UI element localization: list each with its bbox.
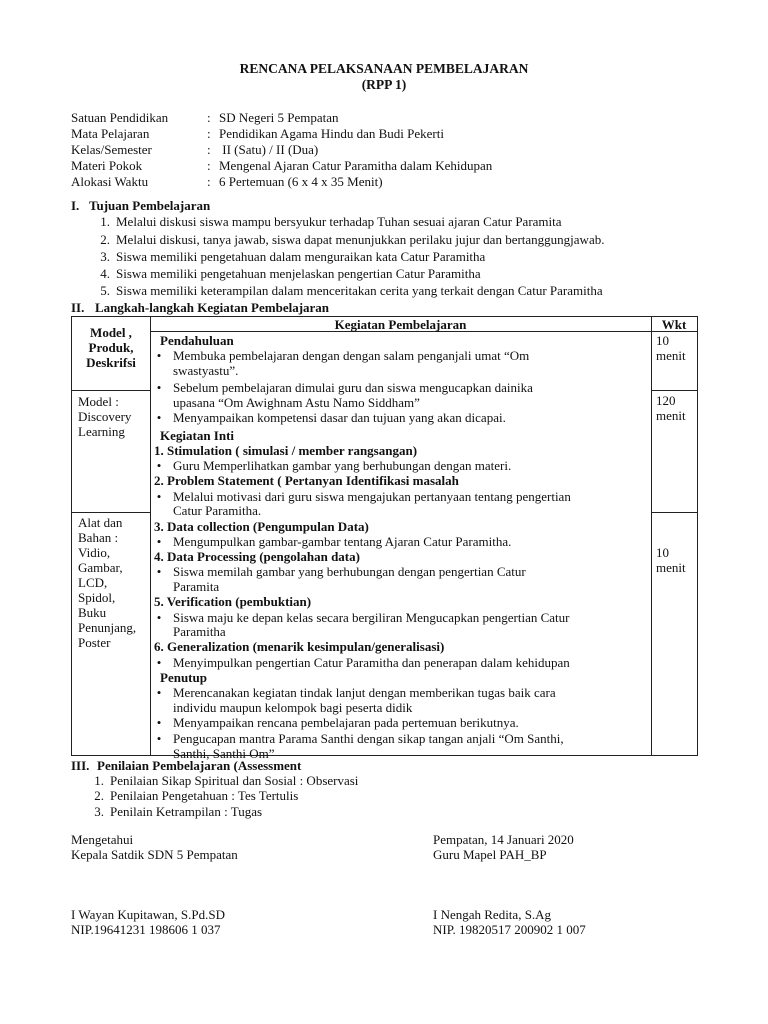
- list-text: Penilaian Pengetahuan : Tes Tertulis: [110, 788, 299, 803]
- bullet-text: Menyimpulkan pengertian Catur Paramitha dan penerapan dalam kehidupan: [173, 655, 570, 670]
- bullet-icon: •: [156, 731, 162, 746]
- table-divider: [72, 512, 150, 513]
- step-heading: 5. Verification (pembuktian): [154, 594, 312, 609]
- signature-name: I Wayan Kupitawan, S.Pd.SD: [71, 907, 225, 922]
- cell-line: Model :: [78, 394, 119, 409]
- identity-label: Materi Pokok: [71, 158, 143, 173]
- list-number: 1.: [94, 773, 104, 788]
- signature-nip: NIP. 19820517 200902 1 007: [433, 922, 586, 937]
- signature-line: Mengetahui: [71, 832, 134, 847]
- tools-cell: [78, 515, 136, 650]
- cell-line: Gambar,: [78, 560, 123, 575]
- identity-label: Kelas/Semester: [71, 142, 152, 157]
- identity-value: II (Satu) / II (Dua): [219, 142, 319, 157]
- identity-colon: :: [207, 174, 211, 189]
- identity-value: 6 Pertemuan (6 x 4 x 35 Menit): [219, 174, 383, 189]
- table-divider: [651, 512, 697, 513]
- bullet-icon: •: [156, 489, 162, 504]
- signature-place-date: Pempatan, 14 Januari 2020: [433, 832, 574, 847]
- bullet-text: Santhi, Santhi Om”: [173, 746, 275, 761]
- cell-line: Buku: [78, 605, 107, 620]
- list-number: 2.: [100, 232, 110, 247]
- cell-line: Poster: [78, 635, 111, 650]
- cell-line: Alat dan: [78, 515, 123, 530]
- list-item: [89, 804, 262, 819]
- bullet-icon: •: [156, 534, 162, 549]
- table-header-activities: Kegiatan Pembelajaran: [334, 317, 467, 332]
- cell-line: Discovery: [78, 409, 132, 424]
- section-title: Tujuan Pembelajaran: [89, 198, 211, 213]
- bullet-icon: •: [156, 685, 162, 700]
- section-heading-assessment: [71, 758, 301, 773]
- cell-line: 120: [656, 393, 676, 408]
- header-line: Deskrifsi: [86, 355, 136, 370]
- bullet-icon: •: [156, 564, 162, 579]
- time-cell: [656, 545, 696, 575]
- step-heading: 2. Problem Statement ( Pertanyan Identifikasi masalah: [154, 473, 459, 488]
- table-header-model: [72, 325, 150, 370]
- section-number: II.: [71, 300, 85, 315]
- step-heading: 1. Stimulation ( simulasi / member rangsangan): [154, 443, 418, 458]
- bullet-text: Membuka pembelajaran dengan dengan salam penganjali umat “Om: [173, 348, 530, 363]
- list-number: 3.: [100, 249, 110, 264]
- identity-colon: :: [207, 142, 211, 157]
- cell-line: Vidio,: [78, 545, 111, 560]
- document-title: RENCANA PELAKSANAAN PEMBELAJARAN: [239, 61, 529, 76]
- list-item: [95, 232, 604, 247]
- bullet-icon: •: [156, 610, 162, 625]
- list-item: [95, 283, 603, 298]
- identity-label: Alokasi Waktu: [71, 174, 149, 189]
- cell-line: LCD,: [78, 575, 108, 590]
- bullet-icon: •: [156, 380, 162, 395]
- bullet-text: Paramitha: [173, 624, 226, 639]
- identity-colon: :: [207, 110, 211, 125]
- cell-line: Bahan :: [78, 530, 119, 545]
- bullet-text: Siswa maju ke depan kelas secara bergiliran Mengucapkan pengertian Catur: [173, 610, 570, 625]
- phase-heading: Pendahuluan: [160, 333, 234, 348]
- bullet-icon: •: [156, 655, 162, 670]
- model-cell: [78, 394, 131, 439]
- list-item: [89, 788, 298, 803]
- header-line: Produk,: [88, 340, 134, 355]
- bullet-text: Sebelum pembelajaran dimulai guru dan siswa mengucapkan dainika: [173, 380, 533, 395]
- list-item: [95, 249, 485, 264]
- identity-label: Mata Pelajaran: [71, 126, 150, 141]
- bullet-icon: •: [156, 410, 162, 425]
- list-number: 2.: [94, 788, 104, 803]
- identity-colon: :: [207, 126, 211, 141]
- bullet-text: Siswa memilah gambar yang berhubungan dengan pengertian Catur: [173, 564, 526, 579]
- list-text: Siswa memiliki keterampilan dalam menceritakan cerita yang terkait dengan Catur Paramitha: [116, 283, 603, 298]
- cell-line: 10: [656, 333, 669, 348]
- table-divider: [651, 317, 652, 755]
- identity-value: SD Negeri 5 Pempatan: [219, 110, 339, 125]
- list-item: [95, 214, 562, 229]
- cell-line: Spidol,: [78, 590, 116, 605]
- cell-line: Learning: [78, 424, 125, 439]
- signature-role: Guru Mapel PAH_BP: [433, 847, 547, 862]
- list-item: [95, 266, 481, 281]
- activities-table: [71, 316, 698, 761]
- bullet-text: Melalui motivasi dari guru siswa mengajukan pertanyaan tentang pengertian: [173, 489, 571, 504]
- phase-heading: Kegiatan Inti: [160, 428, 235, 443]
- bullet-text: Mengumpulkan gambar-gambar tentang Ajaran Catur Paramitha.: [173, 534, 512, 549]
- table-header-time: Wkt: [661, 317, 687, 332]
- step-heading: 3. Data collection (Pengumpulan Data): [154, 519, 369, 534]
- bullet-text: upasana “Om Awighnam Astu Namo Siddham”: [173, 395, 420, 410]
- step-heading: 6. Generalization (menarik kesimpulan/generalisasi): [154, 639, 445, 654]
- section-heading-activities: [71, 300, 329, 315]
- cell-line: menit: [656, 408, 686, 423]
- step-heading: 4. Data Processing (pengolahan data): [154, 549, 360, 564]
- section-title: Penilaian Pembelajaran (Assessment: [97, 758, 302, 773]
- time-cell: [656, 393, 696, 423]
- section-title: Langkah-langkah Kegiatan Pembelajaran: [95, 300, 330, 315]
- bullet-text: Pengucapan mantra Parama Santhi dengan sikap tangan anjali “Om Santhi,: [173, 731, 564, 746]
- cell-line: menit: [656, 348, 686, 363]
- section-number: III.: [71, 758, 90, 773]
- list-text: Penilain Ketrampilan : Tugas: [110, 804, 263, 819]
- table-divider: [651, 390, 697, 391]
- document-subtitle: (RPP 1): [361, 77, 407, 92]
- list-text: Siswa memiliki pengetahuan menjelaskan pengertian Catur Paramitha: [116, 266, 481, 281]
- bullet-text: Catur Paramitha.: [173, 503, 262, 518]
- list-text: Melalui diskusi siswa mampu bersyukur terhadap Tuhan sesuai ajaran Catur Paramita: [116, 214, 562, 229]
- list-text: Siswa memiliki pengetahuan dalam menguraikan kata Catur Paramitha: [116, 249, 486, 264]
- time-cell: [656, 333, 696, 363]
- bullet-icon: •: [156, 458, 162, 473]
- bullet-text: Merencanakan kegiatan tindak lanjut dengan memberikan tugas baik cara: [173, 685, 556, 700]
- list-number: 5.: [100, 283, 110, 298]
- bullet-text: Menyampaikan rencana pembelajaran pada pertemuan berikutnya.: [173, 715, 519, 730]
- section-heading-objectives: [71, 198, 210, 213]
- table-divider: [150, 317, 151, 755]
- section-number: I.: [71, 198, 80, 213]
- cell-line: 10: [656, 545, 669, 560]
- header-line: Model ,: [90, 325, 132, 340]
- list-number: 1.: [100, 214, 110, 229]
- cell-line: menit: [656, 560, 686, 575]
- signature-role: Kepala Satdik SDN 5 Pempatan: [71, 847, 238, 862]
- bullet-text: Paramita: [173, 579, 220, 594]
- list-text: Penilaian Sikap Spiritual dan Sosial : Observasi: [110, 773, 359, 788]
- cell-line: Penunjang,: [78, 620, 137, 635]
- identity-value: Pendidikan Agama Hindu dan Budi Pekerti: [219, 126, 444, 141]
- identity-label: Satuan Pendidikan: [71, 110, 169, 125]
- bullet-icon: •: [156, 715, 162, 730]
- list-item: [89, 773, 358, 788]
- bullet-icon: •: [156, 348, 162, 363]
- phase-heading: Penutup: [160, 670, 207, 685]
- list-number: 4.: [100, 266, 110, 281]
- table-divider: [72, 390, 150, 391]
- signature-nip: NIP.19641231 198606 1 037: [71, 922, 221, 937]
- bullet-text: Menyampaikan kompetensi dasar dan tujuan yang akan dicapai.: [173, 410, 506, 425]
- bullet-text: swastyastu”.: [173, 363, 239, 378]
- list-number: 3.: [94, 804, 104, 819]
- signature-name: I Nengah Redita, S.Ag: [433, 907, 552, 922]
- list-text: Melalui diskusi, tanya jawab, siswa dapat menunjukkan perilaku jujur dan bertanggungjawab.: [116, 232, 605, 247]
- identity-colon: :: [207, 158, 211, 173]
- bullet-text: individu maupun kelompok bagi peserta didik: [173, 700, 413, 715]
- identity-value: Mengenal Ajaran Catur Paramitha dalam Kehidupan: [219, 158, 493, 173]
- bullet-text: Guru Memperlihatkan gambar yang berhubungan dengan materi.: [173, 458, 512, 473]
